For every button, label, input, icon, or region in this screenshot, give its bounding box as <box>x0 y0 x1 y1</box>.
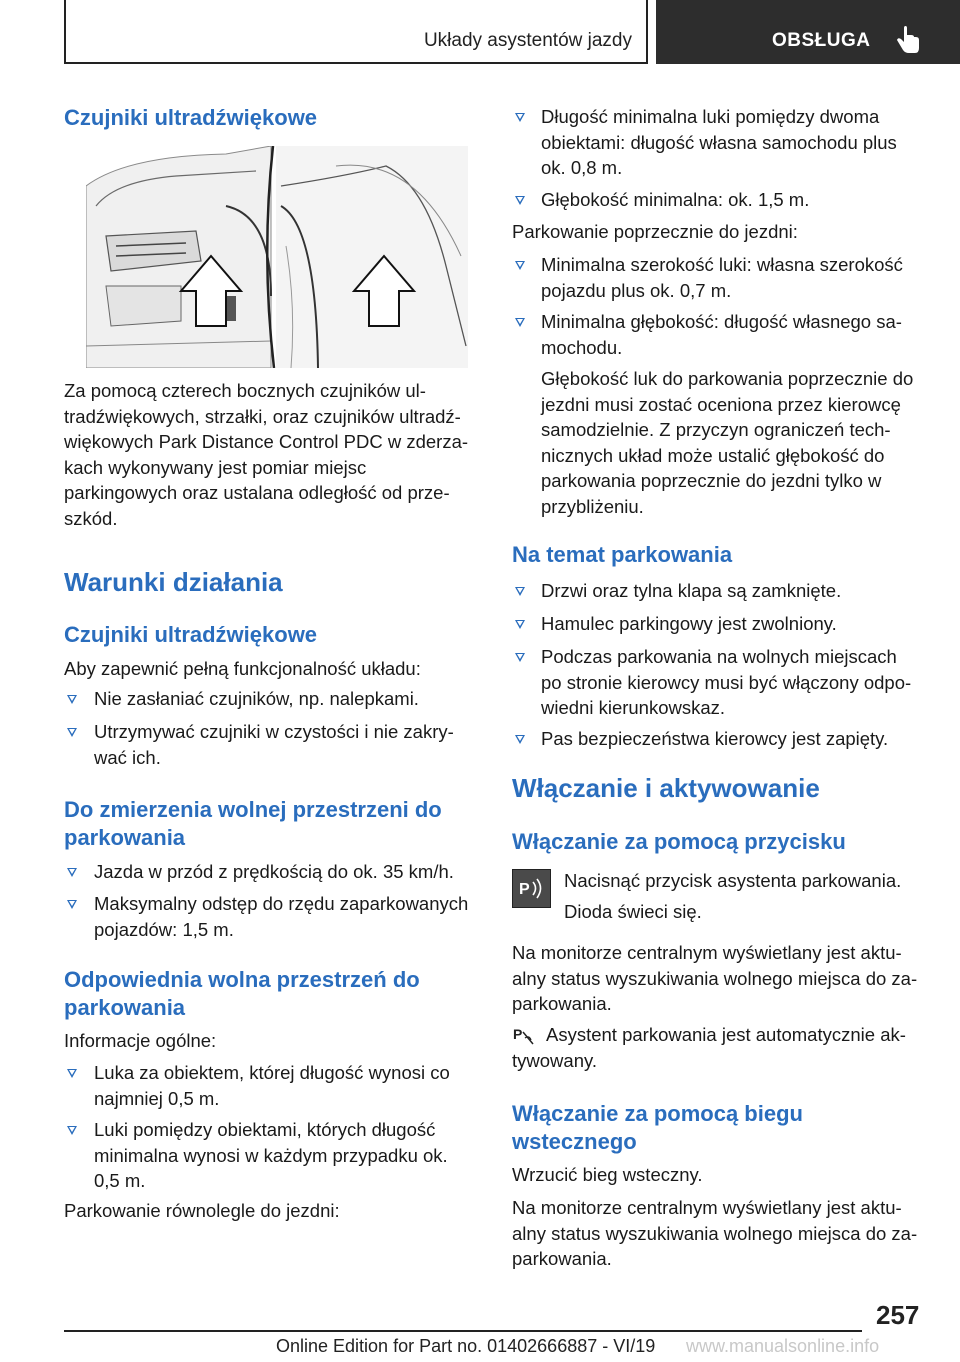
monitor-line-2: parkowania. <box>512 1248 612 1269</box>
note-line: samodzielnie. Z przyczyn ograniczeń tech- <box>541 419 891 440</box>
footer-divider <box>64 1330 862 1332</box>
heading-measure-line-1: Do zmierzenia wolnej przestrzeni do <box>64 797 442 822</box>
note-line: Głębokość luk do parkowania poprzecznie do <box>541 368 914 389</box>
hand-pointer-icon <box>895 26 921 54</box>
list-item: Luki pomiędzy obiektami, których długość <box>94 1119 436 1140</box>
bullet-triangle-icon <box>515 735 525 744</box>
heading-measure-line-2: parkowania <box>64 825 186 850</box>
list-item-cont: minimalna wynosi w każdym przypadku ok. <box>94 1144 448 1166</box>
list-item: Drzwi oraz tylna klapa są zamknięte. <box>541 580 842 601</box>
list-item-cont: mochodu. <box>541 336 623 358</box>
heading-ultrasonic-sensors: Czujniki ultradźwiękowe <box>64 105 318 130</box>
heading-about-parking: Na temat parkowania <box>512 542 733 567</box>
bullet-triangle-icon <box>515 261 525 270</box>
heading-space-line-2: parkowania <box>64 995 186 1020</box>
monitor-line-2: Na monitorze centralnym wyświetlany jest aktu- <box>512 1197 902 1218</box>
bullet-triangle-icon <box>67 728 77 737</box>
note-line: przybliżeniu. <box>541 495 644 517</box>
parking-assistant-button-icon <box>512 869 551 908</box>
bullet-triangle-icon <box>67 900 77 909</box>
list-item-cont: obiektami: długość własna samochodu plus <box>541 131 897 153</box>
note-line: parkowania poprzecznie do jezdni tylko w <box>541 470 882 491</box>
bullet-triangle-icon <box>515 653 525 662</box>
watermark: www.manualsonline.info <box>686 1336 880 1356</box>
heading-space-line-1: Odpowiednia wolna przestrzeń do <box>64 967 420 992</box>
footer-edition: Online Edition for Part no. 01402666887 - VI/19 <box>276 1336 656 1356</box>
auto-activation-line: tywowany. <box>512 1049 597 1071</box>
list-item-cont: ok. 0,8 m. <box>541 157 623 178</box>
bullet-triangle-icon <box>515 196 525 205</box>
page-number: 257 <box>876 1300 920 1330</box>
heading-operating-conditions: Warunki działania <box>64 567 283 597</box>
list-item: Luka za obiektem, której długość wynosi co <box>94 1062 450 1083</box>
intro-line-2: tradźwiękowych, strzałki, oraz czujników ultradź- <box>64 405 461 427</box>
car-sensor-illustration <box>86 146 468 368</box>
bullet-triangle-icon <box>515 318 525 327</box>
list-item-cont: po stronie kierowcy musi być włączony odpo- <box>541 671 912 693</box>
list-item: Maksymalny odstęp do rzędu zaparkowanych <box>94 893 469 914</box>
header-section-title: Układy asystentów jazdy <box>423 30 632 51</box>
monitor-line-2: alny status wyszukiwania wolnego miejsca do za- <box>512 1222 918 1244</box>
auto-activation-line: Asystent parkowania jest automatycznie ak- <box>546 1024 906 1045</box>
intro-line-5: parkingowych oraz ustalana odległość od prze- <box>64 482 450 503</box>
list-item: Jazda w przód z prędkością do ok. 35 km/h. <box>94 861 454 882</box>
svg-text:P: P <box>519 881 530 898</box>
list-item: Nie zasłaniać czujników, np. nalepkami. <box>94 688 419 709</box>
bullet-triangle-icon <box>515 620 525 629</box>
intro-line-3: więkowych Park Distance Control PDC w zderza- <box>64 431 469 452</box>
button-instruction: Nacisnąć przycisk asystenta parkowania. <box>564 870 902 891</box>
intro-line-1: Za pomocą czterech bocznych czujników ul- <box>64 380 426 401</box>
header-section <box>64 0 648 64</box>
note-line: nicznych układ może ustalić głębokość do <box>541 444 885 466</box>
bullet-triangle-icon <box>515 113 525 122</box>
list-item: Długość minimalna luki pomiędzy dwoma <box>541 106 880 127</box>
list-item-cont: 0,5 m. <box>94 1170 146 1191</box>
heading-enable-button: Włączanie za pomocą przycisku <box>512 829 846 854</box>
monitor-line: Na monitorze centralnym wyświetlany jest aktu- <box>512 942 902 963</box>
intro-line-4: kach wykonywany jest pomiar miejsc <box>64 456 367 478</box>
led-status: Dioda świeci się. <box>564 901 702 922</box>
reverse-instruction: Wrzucić bieg wsteczny. <box>512 1164 703 1185</box>
list-item-cont: wiedni kierunkowskaz. <box>541 697 726 718</box>
rear-bumper-drawing <box>276 146 468 368</box>
list-item: Utrzymywać czujniki w czystości i nie zakry- <box>94 721 454 742</box>
list-item-cont: pojazdów: 1,5 m. <box>94 918 234 940</box>
header-tab-label: OBSŁUGA <box>772 30 871 51</box>
paragraph-full-function: Aby zapewnić pełną funkcjonalność układu: <box>64 658 421 679</box>
list-item: Minimalna szerokość luki: własna szerokość <box>541 254 903 275</box>
heading-reverse-line-1: Włączanie za pomocą biegu <box>512 1101 803 1126</box>
list-item: Minimalna głębokość: długość własnego sa- <box>541 311 902 332</box>
list-item: Hamulec parkingowy jest zwolniony. <box>541 613 837 634</box>
list-item-cont: pojazdu plus ok. 0,7 m. <box>541 279 732 301</box>
bullet-triangle-icon <box>67 1069 77 1078</box>
list-item: Pas bezpieczeństwa kierowcy jest zapięty. <box>541 728 889 749</box>
paragraph-perpendicular: Parkowanie poprzecznie do jezdni: <box>512 221 798 242</box>
front-bumper-drawing <box>86 146 271 368</box>
paragraph-general-info: Informacje ogólne: <box>64 1030 217 1051</box>
list-item-cont: najmniej 0,5 m. <box>94 1087 220 1109</box>
list-item: Głębokość minimalna: ok. 1,5 m. <box>541 189 810 210</box>
bullet-triangle-icon <box>515 587 525 596</box>
bullet-triangle-icon <box>67 1126 77 1135</box>
bullet-triangle-icon <box>67 695 77 704</box>
intro-line-6: szkód. <box>64 507 118 529</box>
monitor-line: parkowania. <box>512 993 612 1014</box>
bullet-triangle-icon <box>67 868 77 877</box>
svg-text:P: P <box>513 1026 523 1042</box>
heading-ultrasonic-sensors-2: Czujniki ultradźwiękowe <box>64 622 318 647</box>
parking-assistant-icon <box>512 1024 538 1046</box>
list-item-cont: wać ich. <box>94 746 161 768</box>
monitor-line: alny status wyszukiwania wolnego miejsca do za- <box>512 967 918 989</box>
heading-enable: Włączanie i aktywowanie <box>512 773 820 803</box>
list-item: Podczas parkowania na wolnych miejscach <box>541 646 897 667</box>
paragraph-parallel-parking: Parkowanie równolegle do jezdni: <box>64 1200 340 1221</box>
note-line: jezdni musi zostać oceniona przez kierowcę <box>541 393 901 415</box>
heading-reverse-line-2: wstecznego <box>512 1129 637 1154</box>
